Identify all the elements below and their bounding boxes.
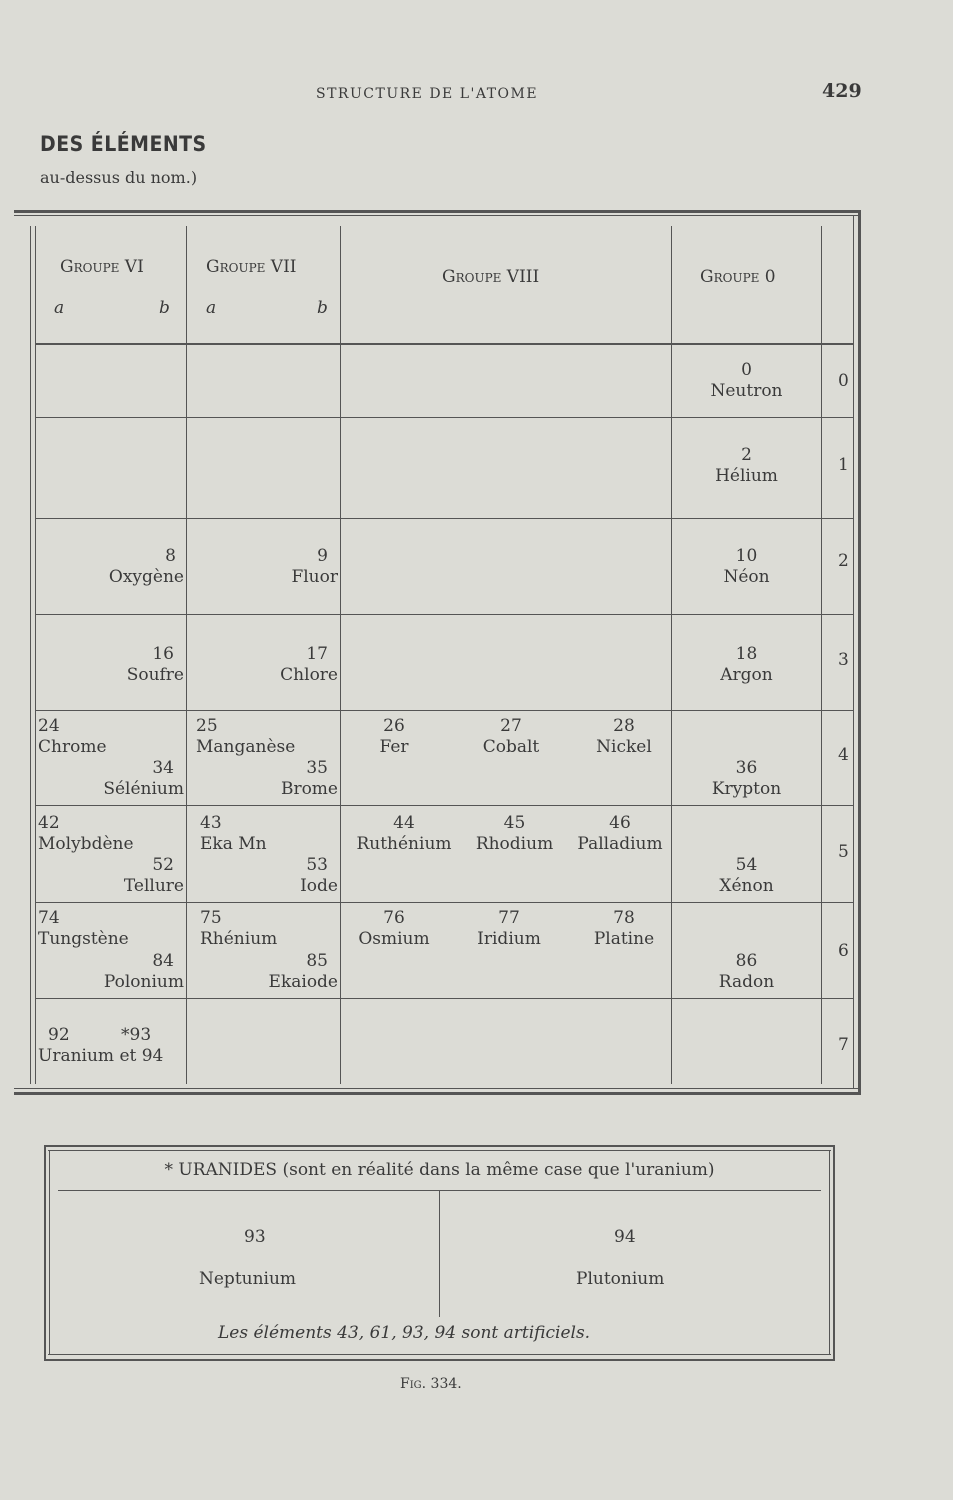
atomic-number: 54 [735,855,758,875]
period-number: 0 [838,371,849,391]
header-group-7-b: b [317,298,328,318]
period-number: 4 [838,745,849,765]
atomic-number: 18 [735,644,758,664]
period-number: 3 [838,650,849,670]
atomic-number: 10 [735,546,758,566]
header-group-6-a: a [54,298,65,318]
element-name: Polonium [103,972,184,992]
atomic-number: 78 [613,908,635,928]
element-cell [349,813,459,855]
element-cell [672,445,821,487]
element-name: Iridium [477,929,541,949]
atomic-number: 26 [383,716,405,736]
atomic-number: 27 [500,716,522,736]
header-group-8: Groupe VIII [442,267,540,287]
running-head: STRUCTURE DE L'ATOME [316,86,539,102]
element-name: Neutron [710,381,783,401]
atomic-number: 85 [306,951,328,971]
header-group-0: Groupe 0 [700,267,776,287]
element-name: Neptunium [199,1269,297,1289]
element-cell [579,908,669,950]
page-subtitle: au-dessus du nom.) [40,168,198,187]
element-name: Sélénium [103,779,184,799]
atomic-number: 93 [244,1227,266,1247]
element-name: Osmium [358,929,430,949]
element-cell [36,758,184,800]
element-cell [672,644,821,686]
element-name: Ekaiode [268,972,338,992]
atomic-number: 77 [498,908,520,928]
atomic-number: 42 [38,813,60,833]
element-cell [38,813,134,855]
element-cell [672,951,821,993]
atomic-number: 0 [741,360,752,380]
element-cell [672,546,821,588]
page-title: DES ÉLÉMENTS [40,132,207,156]
figure-caption: Fig. 334. [400,1376,462,1392]
element-name: Eka Mn [200,834,267,854]
atomic-number: 24 [38,716,60,736]
element-name: Oxygène [108,567,184,587]
element-name: Cobalt [482,737,540,757]
element-name: Nickel [596,737,652,757]
element-name: Platine [593,929,655,949]
element-name: Fluor [291,567,338,587]
atomic-number: 94 [614,1227,636,1247]
atomic-number: 46 [609,813,631,833]
atomic-number: 16 [152,644,174,664]
element-cell [570,813,670,855]
period-number: 6 [838,941,849,961]
element-cell [672,360,821,402]
element-name: Soufre [126,665,184,685]
header-group-7: Groupe VII [206,257,297,277]
element-cell [359,716,429,758]
atomic-number: 74 [38,908,60,928]
element-cell [187,546,338,588]
atomic-number: 52 [152,855,174,875]
element-name: Molybdène [38,834,134,854]
header-group-7-a: a [206,298,217,318]
element-cell [36,546,184,588]
element-cell [187,644,338,686]
atomic-number: *93 [121,1025,152,1045]
period-number: 7 [838,1035,849,1055]
element-name: Brome [280,779,338,799]
uranides-note: Les éléments 43, 61, 93, 94 sont artificiels. [218,1323,591,1343]
atomic-number: 75 [200,908,222,928]
element-cell [200,813,267,855]
element-cell [187,855,338,897]
header-group-6-b: b [159,298,170,318]
element-cell [200,908,277,950]
header-group-6: Groupe VI [60,257,144,277]
element-name: Uranium et 94 [38,1046,164,1066]
uranides-title: * URANIDES (sont en réalité dans la même case que l'uranium) [164,1160,715,1180]
periodic-table [14,210,861,1098]
atomic-number: 28 [613,716,635,736]
element-cell [672,855,821,897]
element-name: Chlore [280,665,338,685]
element-cell [38,716,107,758]
element-name: Xénon [719,876,774,896]
element-cell [467,813,562,855]
element-cell [38,1025,186,1067]
atomic-number: 35 [306,758,328,778]
element-cell [464,908,554,950]
element-name: Rhénium [200,929,278,949]
atomic-number: 36 [735,758,758,778]
atomic-number: 2 [741,445,752,465]
period-number: 1 [838,455,849,475]
uranides-box [44,1145,835,1361]
element-cell [187,951,338,993]
element-name: Ruthénium [356,834,452,854]
element-cell [349,908,439,950]
element-name: Rhodium [475,834,554,854]
element-cell [196,716,295,758]
period-number: 5 [838,842,849,862]
atomic-number: 92 [48,1025,70,1045]
element-name: Chrome [38,737,107,757]
element-name: Fer [379,737,409,757]
element-cell [36,855,184,897]
atomic-number: 84 [152,951,174,971]
atomic-number: 17 [306,644,328,664]
element-name: Palladium [577,834,663,854]
element-name: Radon [718,972,775,992]
element-name: Manganèse [196,737,296,757]
element-name: Krypton [711,779,782,799]
atomic-number: 43 [200,813,222,833]
element-name: Néon [723,567,770,587]
element-cell [672,758,821,800]
atomic-number: 8 [165,546,176,566]
atomic-number: 53 [306,855,328,875]
period-number: 2 [838,551,849,571]
element-cell [584,716,664,758]
element-name: Argon [720,665,773,685]
element-cell [466,716,556,758]
element-name: Iode [300,876,338,896]
element-name: Plutonium [576,1269,665,1289]
element-cell [36,951,184,993]
page-number: 429 [822,80,862,102]
element-cell [38,908,129,950]
atomic-number: 9 [317,546,328,566]
element-cell [187,758,338,800]
element-name: Tungstène [38,929,129,949]
element-name: Hélium [715,466,778,486]
atomic-number: 76 [383,908,405,928]
atomic-number: 34 [152,758,174,778]
element-cell [36,644,184,686]
atomic-number: 25 [196,716,218,736]
element-name: Tellure [123,876,184,896]
atomic-number: 45 [503,813,526,833]
atomic-number: 86 [735,951,758,971]
atomic-number: 44 [393,813,415,833]
